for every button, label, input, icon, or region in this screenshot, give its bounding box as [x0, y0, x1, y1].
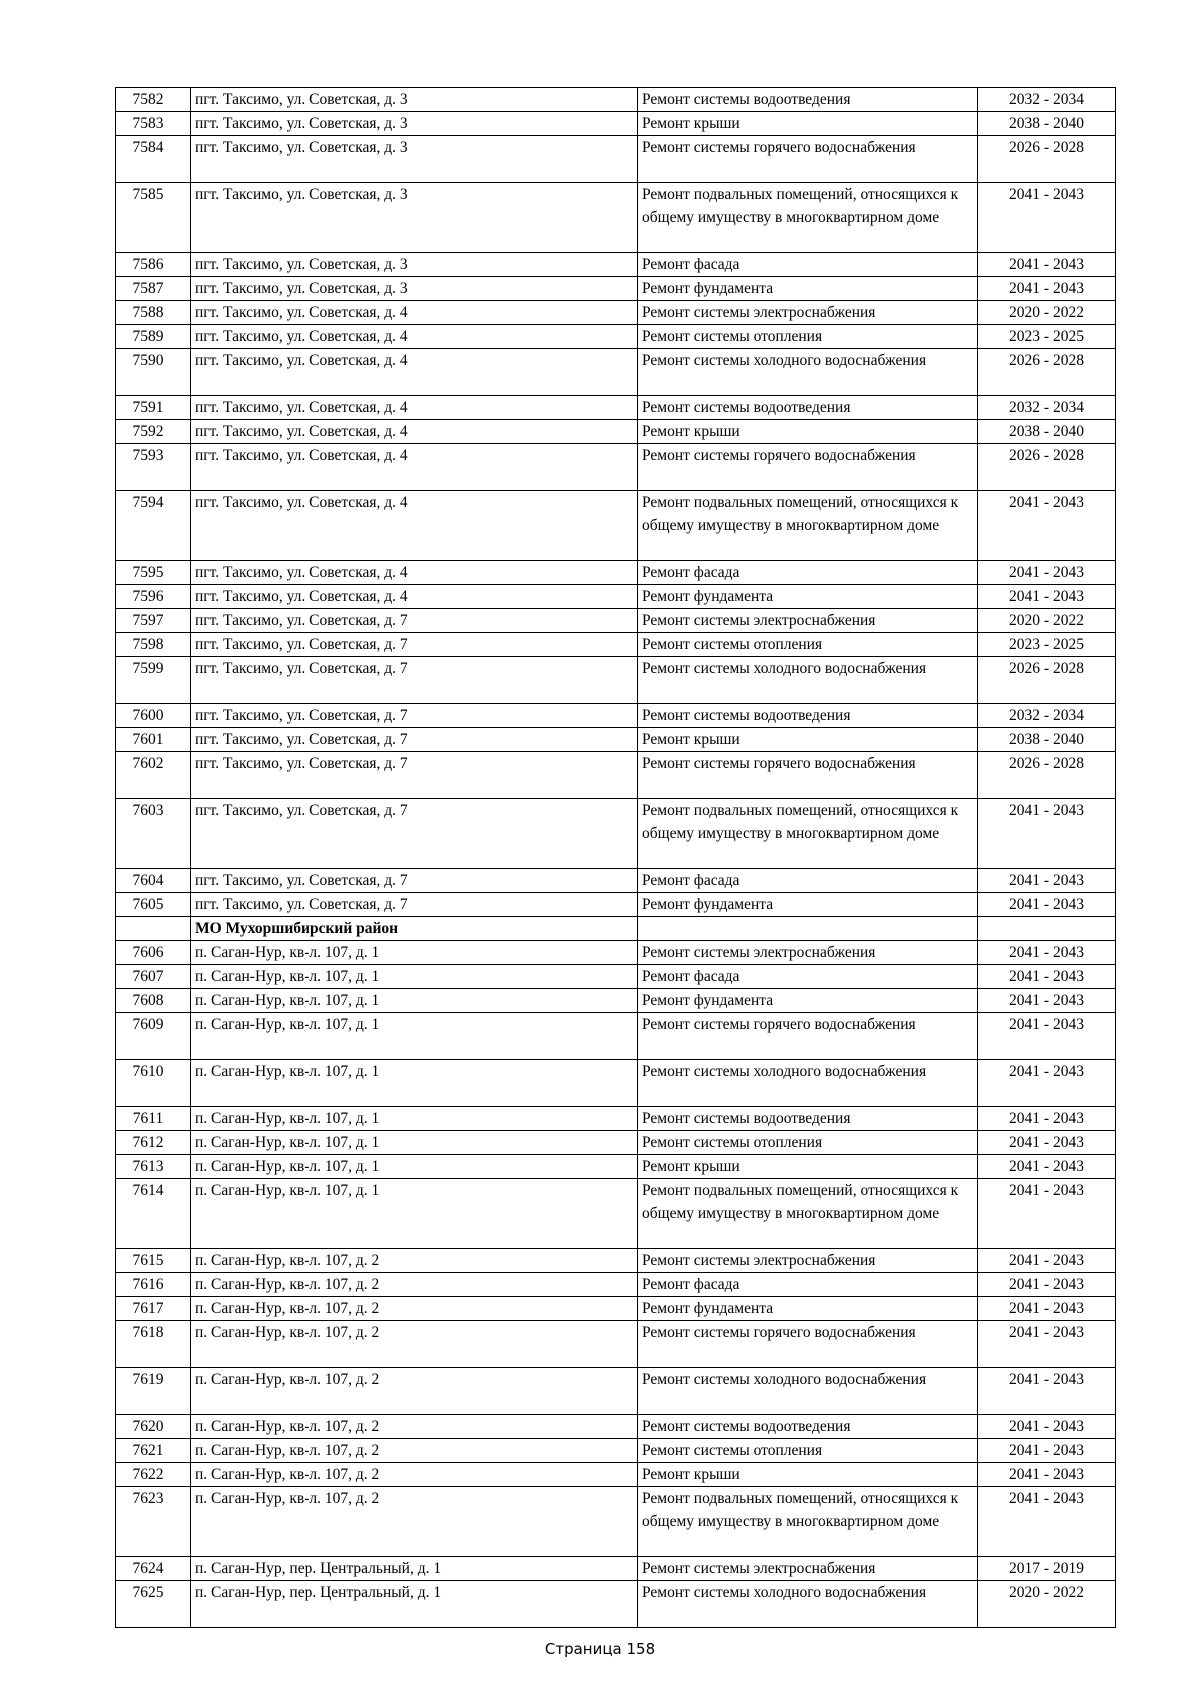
work-type-cell: Ремонт системы водоотведения	[638, 88, 978, 112]
table-row	[116, 1557, 1116, 1581]
address-cell: пгт. Таксимо, ул. Советская, д. 4	[191, 420, 638, 444]
table-row	[116, 1439, 1116, 1463]
work-type-cell: Ремонт системы отопления	[638, 1131, 978, 1155]
period-cell	[978, 917, 1116, 941]
table-row	[116, 1107, 1116, 1131]
row-number-cell: 7584	[116, 136, 191, 183]
row-number-cell: 7585	[116, 183, 191, 253]
period-cell: 2041 - 2043	[978, 799, 1116, 869]
address-cell: пгт. Таксимо, ул. Советская, д. 7	[191, 633, 638, 657]
address-cell: п. Саган-Нур, пер. Центральный, д. 1	[191, 1581, 638, 1628]
row-number-cell: 7618	[116, 1321, 191, 1368]
table-row	[116, 893, 1116, 917]
row-number-cell: 7596	[116, 585, 191, 609]
table-row	[116, 941, 1116, 965]
row-number-cell: 7619	[116, 1368, 191, 1415]
work-type-cell: Ремонт крыши	[638, 420, 978, 444]
row-number-cell: 7586	[116, 253, 191, 277]
table-row	[116, 989, 1116, 1013]
table-row	[116, 657, 1116, 704]
period-cell: 2032 - 2034	[978, 88, 1116, 112]
table-body	[116, 88, 1116, 1628]
work-type-cell: Ремонт фасада	[638, 965, 978, 989]
period-cell: 2041 - 2043	[978, 1439, 1116, 1463]
row-number-cell: 7623	[116, 1487, 191, 1557]
row-number-cell: 7622	[116, 1463, 191, 1487]
table-row	[116, 1273, 1116, 1297]
repair-schedule-table	[115, 87, 1116, 1628]
period-cell: 2041 - 2043	[978, 1013, 1116, 1060]
row-number-cell: 7611	[116, 1107, 191, 1131]
period-cell: 2032 - 2034	[978, 396, 1116, 420]
table-row	[116, 965, 1116, 989]
address-cell: пгт. Таксимо, ул. Советская, д. 4	[191, 396, 638, 420]
table-row	[116, 1155, 1116, 1179]
address-cell: пгт. Таксимо, ул. Советская, д. 4	[191, 325, 638, 349]
address-cell: пгт. Таксимо, ул. Советская, д. 7	[191, 752, 638, 799]
work-type-cell: Ремонт системы электроснабжения	[638, 1249, 978, 1273]
table-row	[116, 1368, 1116, 1415]
table-row	[116, 1249, 1116, 1273]
work-type-cell: Ремонт системы горячего водоснабжения	[638, 752, 978, 799]
address-cell: пгт. Таксимо, ул. Советская, д. 7	[191, 704, 638, 728]
address-cell: пгт. Таксимо, ул. Советская, д. 3	[191, 88, 638, 112]
row-number-cell: 7609	[116, 1013, 191, 1060]
address-cell: пгт. Таксимо, ул. Советская, д. 4	[191, 444, 638, 491]
work-type-cell: Ремонт системы горячего водоснабжения	[638, 444, 978, 491]
row-number-cell: 7614	[116, 1179, 191, 1249]
row-number-cell: 7613	[116, 1155, 191, 1179]
row-number-cell: 7606	[116, 941, 191, 965]
work-type-cell: Ремонт подвальных помещений, относящихся к общему имуществу в многоквартирном доме	[638, 1487, 978, 1557]
table-row	[116, 1581, 1116, 1628]
table-row	[116, 420, 1116, 444]
table-row	[116, 728, 1116, 752]
address-cell: п. Саган-Нур, кв-л. 107, д. 1	[191, 1107, 638, 1131]
work-type-cell: Ремонт системы холодного водоснабжения	[638, 349, 978, 396]
address-cell: п. Саган-Нур, кв-л. 107, д. 2	[191, 1321, 638, 1368]
table-row	[116, 1321, 1116, 1368]
table-row	[116, 633, 1116, 657]
period-cell: 2041 - 2043	[978, 1060, 1116, 1107]
period-cell: 2041 - 2043	[978, 1107, 1116, 1131]
address-cell: п. Саган-Нур, кв-л. 107, д. 1	[191, 965, 638, 989]
table-row	[116, 183, 1116, 253]
work-type-cell: Ремонт системы горячего водоснабжения	[638, 1013, 978, 1060]
work-type-cell: Ремонт системы горячего водоснабжения	[638, 136, 978, 183]
table-row	[116, 752, 1116, 799]
period-cell: 2041 - 2043	[978, 941, 1116, 965]
address-cell: п. Саган-Нур, кв-л. 107, д. 1	[191, 1013, 638, 1060]
address-cell: п. Саган-Нур, кв-л. 107, д. 1	[191, 941, 638, 965]
row-number-cell: 7597	[116, 609, 191, 633]
table-row	[116, 396, 1116, 420]
address-cell: пгт. Таксимо, ул. Советская, д. 3	[191, 112, 638, 136]
period-cell: 2041 - 2043	[978, 183, 1116, 253]
work-type-cell: Ремонт крыши	[638, 1463, 978, 1487]
row-number-cell: 7592	[116, 420, 191, 444]
period-cell: 2041 - 2043	[978, 585, 1116, 609]
work-type-cell: Ремонт системы электроснабжения	[638, 941, 978, 965]
address-cell: п. Саган-Нур, кв-л. 107, д. 2	[191, 1487, 638, 1557]
period-cell: 2026 - 2028	[978, 657, 1116, 704]
row-number-cell: 7593	[116, 444, 191, 491]
row-number-cell	[116, 917, 191, 941]
table-row	[116, 88, 1116, 112]
work-type-cell: Ремонт системы холодного водоснабжения	[638, 1368, 978, 1415]
address-cell: пгт. Таксимо, ул. Советская, д. 7	[191, 799, 638, 869]
table-row	[116, 1013, 1116, 1060]
table-row	[116, 585, 1116, 609]
row-number-cell: 7595	[116, 561, 191, 585]
table-row	[116, 349, 1116, 396]
row-number-cell: 7615	[116, 1249, 191, 1273]
work-type-cell: Ремонт фундамента	[638, 277, 978, 301]
table-row	[116, 1297, 1116, 1321]
period-cell: 2017 - 2019	[978, 1557, 1116, 1581]
period-cell: 2026 - 2028	[978, 349, 1116, 396]
address-cell: п. Саган-Нур, кв-л. 107, д. 2	[191, 1463, 638, 1487]
period-cell: 2026 - 2028	[978, 444, 1116, 491]
period-cell: 2041 - 2043	[978, 893, 1116, 917]
address-cell: п. Саган-Нур, кв-л. 107, д. 2	[191, 1297, 638, 1321]
work-type-cell: Ремонт фундамента	[638, 585, 978, 609]
work-type-cell: Ремонт фасада	[638, 561, 978, 585]
table-row	[116, 704, 1116, 728]
address-cell: п. Саган-Нур, кв-л. 107, д. 2	[191, 1273, 638, 1297]
period-cell: 2038 - 2040	[978, 728, 1116, 752]
period-cell: 2041 - 2043	[978, 1368, 1116, 1415]
address-cell: п. Саган-Нур, кв-л. 107, д. 1	[191, 1179, 638, 1249]
row-number-cell: 7617	[116, 1297, 191, 1321]
row-number-cell: 7607	[116, 965, 191, 989]
work-type-cell: Ремонт крыши	[638, 728, 978, 752]
address-cell: п. Саган-Нур, кв-л. 107, д. 1	[191, 1155, 638, 1179]
address-cell: пгт. Таксимо, ул. Советская, д. 7	[191, 657, 638, 704]
row-number-cell: 7605	[116, 893, 191, 917]
work-type-cell: Ремонт фундамента	[638, 1297, 978, 1321]
table-row	[116, 444, 1116, 491]
table-row	[116, 491, 1116, 561]
table-row	[116, 799, 1116, 869]
row-number-cell: 7602	[116, 752, 191, 799]
row-number-cell: 7598	[116, 633, 191, 657]
address-cell: пгт. Таксимо, ул. Советская, д. 3	[191, 277, 638, 301]
row-number-cell: 7588	[116, 301, 191, 325]
table-row	[116, 136, 1116, 183]
address-cell: МО Мухоршибирский район	[191, 917, 638, 941]
work-type-cell: Ремонт системы электроснабжения	[638, 301, 978, 325]
period-cell: 2041 - 2043	[978, 1321, 1116, 1368]
work-type-cell: Ремонт системы водоотведения	[638, 1107, 978, 1131]
address-cell: пгт. Таксимо, ул. Советская, д. 7	[191, 869, 638, 893]
period-cell: 2041 - 2043	[978, 253, 1116, 277]
address-cell: пгт. Таксимо, ул. Советская, д. 3	[191, 183, 638, 253]
table-row	[116, 1179, 1116, 1249]
row-number-cell: 7621	[116, 1439, 191, 1463]
period-cell: 2041 - 2043	[978, 1155, 1116, 1179]
row-number-cell: 7625	[116, 1581, 191, 1628]
address-cell: п. Саган-Нур, кв-л. 107, д. 2	[191, 1368, 638, 1415]
address-cell: п. Саган-Нур, кв-л. 107, д. 1	[191, 1131, 638, 1155]
address-cell: пгт. Таксимо, ул. Советская, д. 7	[191, 728, 638, 752]
table-row	[116, 1131, 1116, 1155]
work-type-cell: Ремонт системы холодного водоснабжения	[638, 1060, 978, 1107]
work-type-cell: Ремонт крыши	[638, 1155, 978, 1179]
table-row	[116, 869, 1116, 893]
work-type-cell: Ремонт фасада	[638, 1273, 978, 1297]
row-number-cell: 7601	[116, 728, 191, 752]
work-type-cell: Ремонт подвальных помещений, относящихся к общему имуществу в многоквартирном доме	[638, 1179, 978, 1249]
period-cell: 2041 - 2043	[978, 561, 1116, 585]
table-row	[116, 325, 1116, 349]
row-number-cell: 7612	[116, 1131, 191, 1155]
address-cell: п. Саган-Нур, кв-л. 107, д. 2	[191, 1439, 638, 1463]
period-cell: 2026 - 2028	[978, 752, 1116, 799]
work-type-cell: Ремонт подвальных помещений, относящихся к общему имуществу в многоквартирном доме	[638, 491, 978, 561]
period-cell: 2041 - 2043	[978, 1273, 1116, 1297]
work-type-cell: Ремонт системы электроснабжения	[638, 1557, 978, 1581]
table-row	[116, 277, 1116, 301]
work-type-cell: Ремонт фасада	[638, 253, 978, 277]
table-row	[116, 1487, 1116, 1557]
work-type-cell: Ремонт системы водоотведения	[638, 704, 978, 728]
address-cell: п. Саган-Нур, пер. Центральный, д. 1	[191, 1557, 638, 1581]
period-cell: 2041 - 2043	[978, 1297, 1116, 1321]
address-cell: пгт. Таксимо, ул. Советская, д. 4	[191, 349, 638, 396]
work-type-cell: Ремонт системы холодного водоснабжения	[638, 1581, 978, 1628]
page-number: Страница 158	[544, 1640, 656, 1658]
row-number-cell: 7604	[116, 869, 191, 893]
work-type-cell	[638, 917, 978, 941]
table-row	[116, 561, 1116, 585]
work-type-cell: Ремонт системы водоотведения	[638, 1415, 978, 1439]
row-number-cell: 7610	[116, 1060, 191, 1107]
row-number-cell: 7603	[116, 799, 191, 869]
table-row	[116, 301, 1116, 325]
address-cell: пгт. Таксимо, ул. Советская, д. 3	[191, 253, 638, 277]
period-cell: 2020 - 2022	[978, 1581, 1116, 1628]
address-cell: пгт. Таксимо, ул. Советская, д. 4	[191, 561, 638, 585]
row-number-cell: 7616	[116, 1273, 191, 1297]
address-cell: пгт. Таксимо, ул. Советская, д. 7	[191, 609, 638, 633]
work-type-cell: Ремонт системы холодного водоснабжения	[638, 657, 978, 704]
address-cell: п. Саган-Нур, кв-л. 107, д. 1	[191, 989, 638, 1013]
address-cell: п. Саган-Нур, кв-л. 107, д. 1	[191, 1060, 638, 1107]
period-cell: 2023 - 2025	[978, 325, 1116, 349]
period-cell: 2041 - 2043	[978, 1179, 1116, 1249]
table-row	[116, 1463, 1116, 1487]
address-cell: пгт. Таксимо, ул. Советская, д. 7	[191, 893, 638, 917]
row-number-cell: 7624	[116, 1557, 191, 1581]
work-type-cell: Ремонт системы отопления	[638, 325, 978, 349]
period-cell: 2041 - 2043	[978, 869, 1116, 893]
work-type-cell: Ремонт фасада	[638, 869, 978, 893]
period-cell: 2041 - 2043	[978, 989, 1116, 1013]
row-number-cell: 7587	[116, 277, 191, 301]
work-type-cell: Ремонт фундамента	[638, 893, 978, 917]
row-number-cell: 7582	[116, 88, 191, 112]
row-number-cell: 7594	[116, 491, 191, 561]
address-cell: п. Саган-Нур, кв-л. 107, д. 2	[191, 1415, 638, 1439]
period-cell: 2032 - 2034	[978, 704, 1116, 728]
period-cell: 2020 - 2022	[978, 301, 1116, 325]
address-cell: пгт. Таксимо, ул. Советская, д. 4	[191, 301, 638, 325]
period-cell: 2026 - 2028	[978, 136, 1116, 183]
work-type-cell: Ремонт крыши	[638, 112, 978, 136]
period-cell: 2041 - 2043	[978, 491, 1116, 561]
row-number-cell: 7590	[116, 349, 191, 396]
row-number-cell: 7583	[116, 112, 191, 136]
period-cell: 2041 - 2043	[978, 965, 1116, 989]
work-type-cell: Ремонт системы горячего водоснабжения	[638, 1321, 978, 1368]
work-type-cell: Ремонт системы отопления	[638, 1439, 978, 1463]
row-number-cell: 7589	[116, 325, 191, 349]
table-row	[116, 609, 1116, 633]
table-row	[116, 112, 1116, 136]
address-cell: пгт. Таксимо, ул. Советская, д. 4	[191, 491, 638, 561]
row-number-cell: 7599	[116, 657, 191, 704]
section-header-row	[116, 917, 1116, 941]
work-type-cell: Ремонт системы отопления	[638, 633, 978, 657]
row-number-cell: 7591	[116, 396, 191, 420]
period-cell: 2041 - 2043	[978, 1131, 1116, 1155]
table-row	[116, 253, 1116, 277]
address-cell: пгт. Таксимо, ул. Советская, д. 4	[191, 585, 638, 609]
table-row	[116, 1415, 1116, 1439]
work-type-cell: Ремонт подвальных помещений, относящихся к общему имуществу в многоквартирном доме	[638, 183, 978, 253]
row-number-cell: 7608	[116, 989, 191, 1013]
period-cell: 2038 - 2040	[978, 420, 1116, 444]
work-type-cell: Ремонт системы электроснабжения	[638, 609, 978, 633]
period-cell: 2023 - 2025	[978, 633, 1116, 657]
period-cell: 2020 - 2022	[978, 609, 1116, 633]
work-type-cell: Ремонт подвальных помещений, относящихся к общему имуществу в многоквартирном доме	[638, 799, 978, 869]
period-cell: 2041 - 2043	[978, 1415, 1116, 1439]
period-cell: 2041 - 2043	[978, 1487, 1116, 1557]
period-cell: 2041 - 2043	[978, 277, 1116, 301]
period-cell: 2038 - 2040	[978, 112, 1116, 136]
row-number-cell: 7600	[116, 704, 191, 728]
row-number-cell: 7620	[116, 1415, 191, 1439]
address-cell: пгт. Таксимо, ул. Советская, д. 3	[191, 136, 638, 183]
period-cell: 2041 - 2043	[978, 1463, 1116, 1487]
work-type-cell: Ремонт системы водоотведения	[638, 396, 978, 420]
period-cell: 2041 - 2043	[978, 1249, 1116, 1273]
address-cell: п. Саган-Нур, кв-л. 107, д. 2	[191, 1249, 638, 1273]
work-type-cell: Ремонт фундамента	[638, 989, 978, 1013]
table-row	[116, 1060, 1116, 1107]
